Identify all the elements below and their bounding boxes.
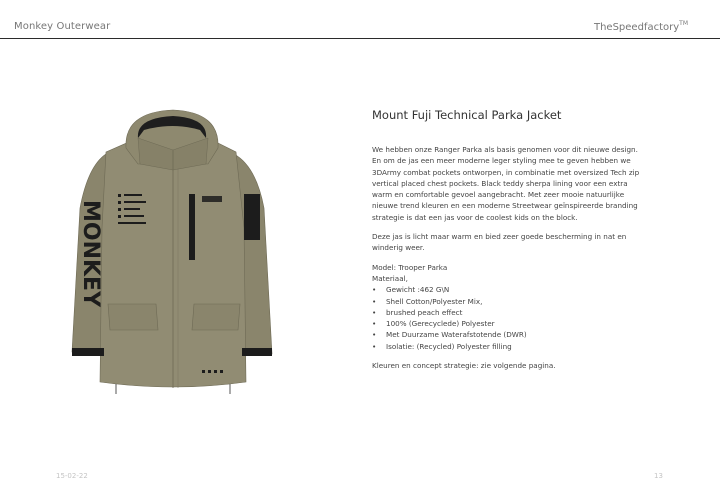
list-item: • Isolatie: (Recycled) Polyester filling [372, 341, 642, 352]
company-label: TheSpeedfactory [593, 22, 680, 33]
list-item: • brushed peach effect [372, 307, 642, 318]
right-cuff [242, 348, 272, 356]
page-number: 13 [654, 472, 663, 480]
left-pocket [108, 304, 158, 330]
list-item: • Met Duurzame Waterafstotende (DWR) [372, 329, 642, 340]
product-image [66, 108, 280, 398]
next-page-note: Kleuren en concept strategie: zie volgende pagina. [372, 361, 556, 371]
left-cuff [72, 348, 104, 356]
sleeve-patch [244, 194, 260, 240]
svg-text:MONKEY: MONKEY [78, 200, 103, 308]
model-name: Model: Trooper Parka [372, 262, 448, 272]
right-pocket [192, 304, 240, 330]
header-divider [0, 38, 720, 39]
chest-logo [202, 196, 222, 202]
sleeve-print [78, 200, 103, 308]
material-label: Materiaal, [372, 273, 408, 283]
footer-date: 15-02-22 [56, 472, 88, 480]
list-item: • Shell Cotton/Polyester Mix, [372, 296, 642, 307]
chest-zip-pocket [189, 194, 195, 260]
brand-name: Monkey Outerwear [14, 21, 111, 32]
product-title: Mount Fuji Technical Parka Jacket [372, 108, 562, 122]
list-item: • Gewicht :462 G\N [372, 284, 642, 295]
list-item: • 100% (Gerecyclede) Polyester [372, 318, 642, 329]
parka-illustration [66, 108, 280, 398]
materials-list [372, 284, 642, 352]
company-name [594, 20, 688, 33]
weight-note: Deze jas is licht maar warm en bied zeer goede bescherming in nat en winderig weer. [372, 232, 627, 253]
product-details [372, 108, 642, 379]
product-description: We hebben onze Ranger Parka als basis genomen voor dit nieuwe design. En om de jas een meer moderne leger styling mee te geven hebben we 3DArmy combat pockets ontworpen, in combinatie met oversized Tech zip vertical placed chest pockets. Black teddy sherpa lining voor een extra warm en comfortable gevoel aangebracht. Met zeer mooie natuurlijke nieuwe trend kleuren en een moderne Streetwear geïnspireerde branding strategie is dat een jas voor de coolest kids on the block. [372, 145, 640, 222]
trademark-mark: TM [679, 20, 688, 27]
